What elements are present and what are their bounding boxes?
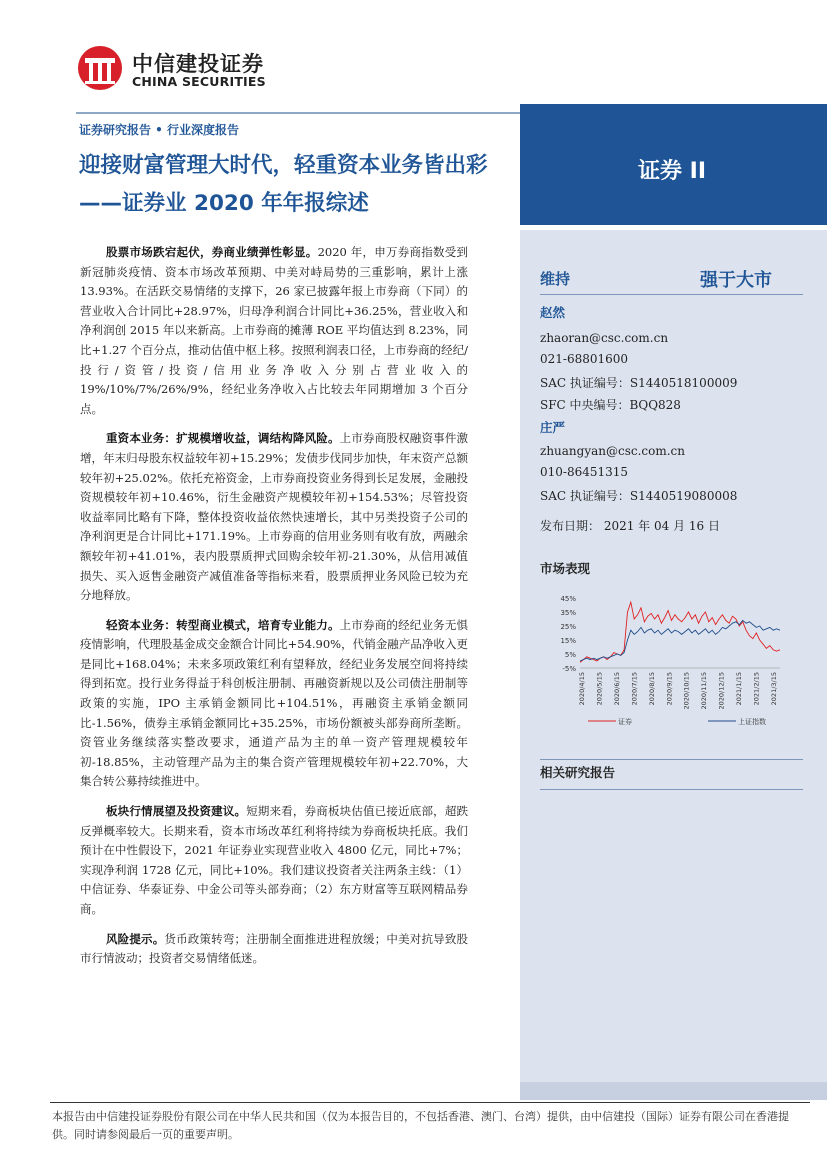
performance-chart-svg: [540, 586, 805, 756]
x-tick-label: 2020/7/15: [630, 672, 639, 706]
related-reports-heading: 相关研究报告: [540, 765, 616, 780]
analyst-name: 庄严: [540, 420, 566, 435]
x-tick-label: 2020/10/15: [682, 672, 691, 710]
x-tick-label: 2021/3/15: [770, 672, 778, 706]
legend-label: 上证指数: [738, 718, 766, 726]
legend-label: 证券: [618, 718, 632, 726]
brand-name-en: CHINA SECURITIES: [132, 74, 266, 89]
summary-paragraph: [80, 930, 468, 969]
analyst-phone: 021-68801600: [540, 352, 629, 366]
paragraph-lead: 重资本业务：扩规模增收益，调结构降风险。: [106, 431, 340, 446]
x-tick-label: 2021/1/15: [735, 672, 744, 706]
y-tick-label: 35%: [560, 609, 576, 617]
y-tick-label: 5%: [564, 651, 576, 659]
y-tick-label: 15%: [560, 637, 576, 645]
x-tick-label: 2020/5/15: [595, 672, 604, 706]
paragraph-text: 货币政策转弯；注册制全面推进进程放缓；中美对抗导致股市行情波动；投资者交易情绪低迷。: [80, 931, 469, 966]
x-tick-label: 2020/12/15: [717, 672, 726, 710]
x-tick-label: 2020/8/15: [647, 672, 656, 706]
sector-label: 证券 II: [638, 159, 707, 184]
summary-paragraph: [80, 243, 468, 419]
paragraph-lead: 风险提示。: [106, 931, 165, 946]
analyst-sac-id: SAC 执证编号：S1440519080008: [540, 489, 738, 503]
analyst-phone: 010-86451315: [540, 465, 629, 479]
report-title: 迎接财富管理大时代，轻重资本业务皆出彩——证券业 2020 年年报综述: [79, 153, 488, 216]
citic-logo-mark-icon: [76, 44, 124, 92]
market-performance-chart: [540, 586, 805, 756]
paragraph-text: 上市券商股权融资事件激增，年末归母股东权益较年初+15.29%；发债步伐同步加快，年末资产总额较年初+25.02%。依托充裕资金，上市券商投资业务得到长足发展，金融投资规模较年初+10.46%，衍生金融资产规模较年初+154.53%；尽管投资收益率同比略有下降，整体投资收益依然快速增长，其中另类投资子公司的净利润更是合计同比+171.19%。上市券商的信用业务则有收有放，两融余额较年初+41.01%，表内股票质押式回购余较年初-21.30%，从信用减值损失、买入返售金融资产减值准备等指标来看，股票质押业务风险已较为充分地释放。: [80, 431, 469, 603]
series-line-0: [580, 602, 780, 662]
footer-disclaimer: 本报告由中信建投证券股份有限公司在中华人民共和国（仅为本报告目的，不包括香港、澳门、台湾）提供，由中信建投（国际）证券有限公司在香港提供。同时请参阅最后一页的重要声明。: [52, 1110, 789, 1141]
summary-paragraph: [80, 802, 468, 920]
analyst-sfc-id: SFC 中央编号：BQQ828: [540, 398, 681, 412]
footer-divider: [50, 1102, 810, 1103]
market-performance-heading: 市场表现: [540, 561, 591, 576]
summary-paragraph: [80, 616, 468, 792]
y-tick-label: 25%: [560, 623, 576, 631]
sector-band: [520, 104, 827, 225]
summary-paragraph: [80, 429, 468, 605]
related-divider: [540, 789, 803, 790]
x-tick-label: 2020/9/15: [665, 672, 674, 706]
x-tick-label: 2021/2/15: [752, 672, 761, 706]
series-line-1: [580, 620, 780, 661]
publish-date: 发布日期： 2021 年 04 月 16 日: [540, 519, 720, 533]
rating-value: 强于大市: [700, 270, 772, 291]
header-divider: [76, 112, 520, 114]
rating-label: 维持: [540, 270, 571, 288]
sidebar-panel-footer: [520, 1082, 827, 1100]
analyst-name: 赵然: [540, 305, 566, 320]
paragraph-text: 2020 年，申万券商指数受到新冠肺炎疫情、资本市场改革预期、中美对峙局势的三重影响，累计上涨 13.93%。在活跃交易情绪的支撑下，26 家已披露年报上市券商（下同）的营业收入合计同比+28.97%，归母净利润合计同比+36.25%，营业收入和净利润创 2015 年以来新高。上市券商的摊薄 ROE 平均值达到 8.23%，同比+1.27 个百分点，推动估值中枢上移。按照利润表口径，上市券商的经纪/投行/资管/投资/信用业务净收入分别占营业收入的 19%/10%/7%/26%/9%，经纪业务净收入占比较去年同期增加 3 个百分点。: [80, 245, 469, 416]
paragraph-lead: 轻资本业务：转型商业模式，培育专业能力。: [106, 617, 340, 632]
brand-name-cn: 中信建投证券: [132, 52, 264, 76]
analyst-email[interactable]: zhuangyan@csc.com.cn: [540, 444, 686, 458]
y-tick-label: 45%: [560, 595, 576, 603]
paragraph-text: 上市券商的经纪业务无惧疫情影响，代理股基金成交金额合计同比+54.90%，代销金融产品净收入更是同比+168.04%；未来多项政策红利有望释放，经纪业务发展空间将持续得到拓宽。投行业务得益于科创板注册制、再融资新规以及公司债注册制等政策的实施，IPO 主承销金额同比+104.51%，再融资主承销金额同比-1.56%，债券主承销金额同比+35.25%，市场份额被头部券商所垄断。资管业务继续落实整改要求，通道产品为主的单一资产管理规模较年初-18.85%，主动管理产品为主的集合资产管理规模较年初+22.70%，大集合转公募持续推进中。: [80, 617, 469, 789]
paragraph-text: 短期来看，券商板块估值已接近底部，超跌反弹概率较大。长期来看，资本市场改革红利将持续为券商板块托底。我们预计在中性假设下，2021 年证券业实现营业收入 4800 亿元，同比+7%；实现净利润 1728 亿元，同比+10%。我们建议投资者关注两条主线：（1）中信证券、华泰证券、中金公司等头部券商；（2）东方财富等互联网精品券商。: [80, 804, 469, 916]
x-tick-label: 2020/11/15: [700, 672, 709, 710]
report-summary: [80, 243, 468, 979]
chart-divider: [540, 759, 803, 760]
paragraph-lead: 股票市场跌宕起伏，券商业绩弹性彰显。: [106, 245, 318, 259]
paragraph-lead: 板块行情展望及投资建议。: [106, 804, 247, 819]
company-logo: [76, 44, 306, 100]
x-tick-label: 2020/6/15: [612, 672, 621, 706]
analyst-email[interactable]: zhaoran@csc.com.cn: [540, 331, 669, 345]
analyst-sac-id: SAC 执证编号：S1440518100009: [540, 376, 738, 390]
report-type: 证券研究报告 • 行业深度报告: [79, 123, 240, 137]
rating-divider: [540, 294, 803, 295]
y-tick-label: -5%: [562, 665, 576, 673]
x-tick-label: 2020/4/15: [578, 672, 586, 706]
